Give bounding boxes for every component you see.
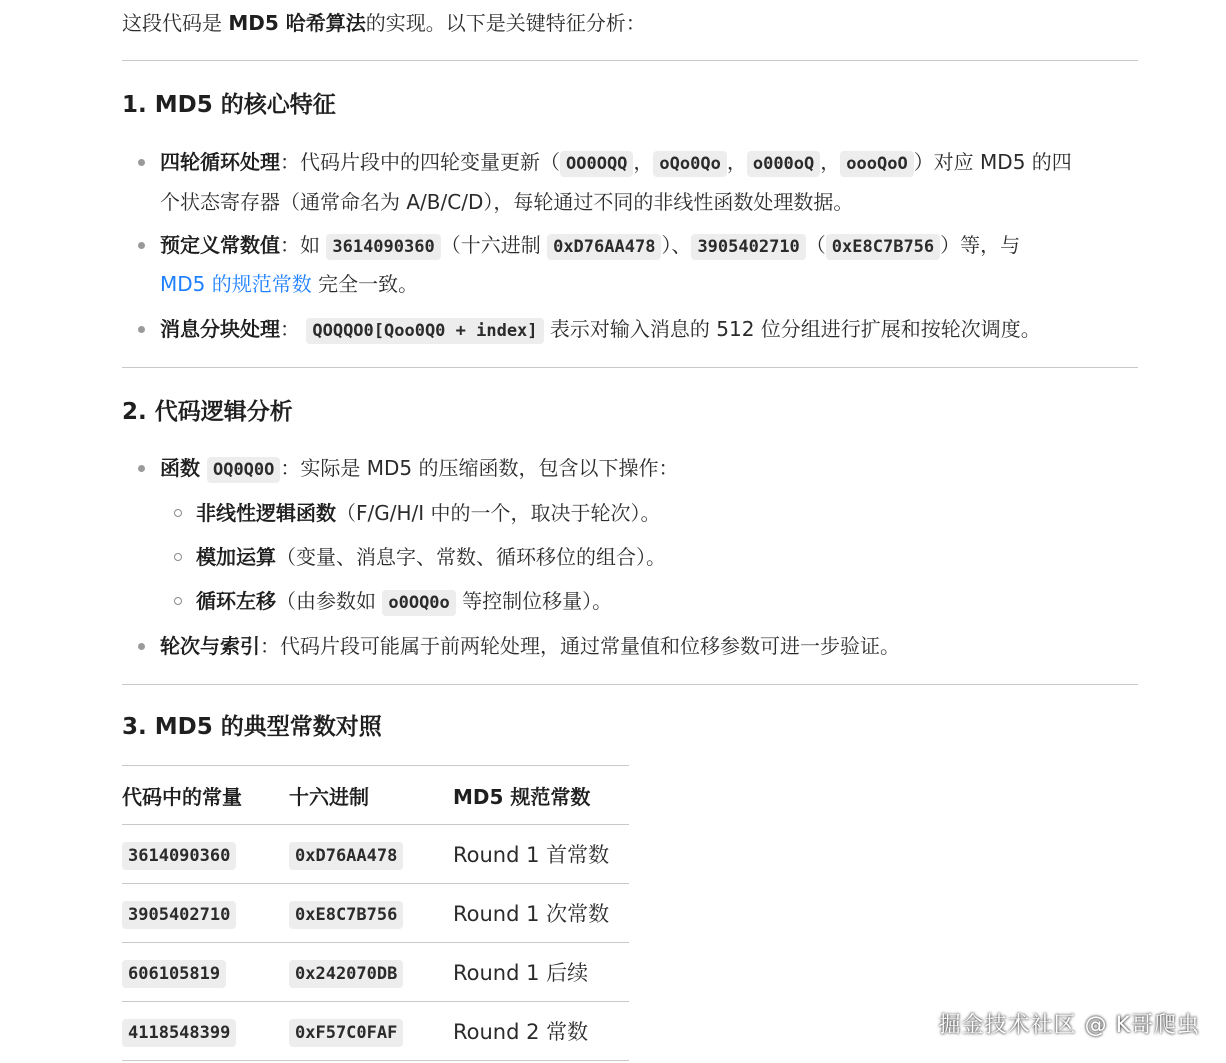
table-code-cell: 0xD76AA478 — [289, 842, 403, 870]
list-item-constants — [160, 225, 1020, 267]
table-header-row — [122, 766, 629, 825]
table-row — [122, 943, 629, 1002]
sub-bullet — [174, 597, 182, 605]
list-item-function — [160, 448, 679, 490]
item-text: 完全一致。 — [311, 272, 419, 296]
table-header-cell: 十六进制 — [289, 766, 453, 825]
table-code-cell: 0x242070DB — [289, 960, 403, 988]
list-item-constants-cont — [160, 264, 418, 304]
inline-code: 3905402710 — [691, 234, 805, 260]
item-label: 非线性逻辑函数 — [196, 501, 336, 525]
item-text: ）等，与 — [940, 233, 1021, 257]
separator: ， — [726, 150, 747, 174]
inline-code: 3614090360 — [326, 234, 440, 260]
bullet — [138, 326, 145, 333]
item-text: （ — [805, 233, 826, 257]
item-label: 预定义常数值 — [160, 233, 280, 257]
item-text: （F/G/H/I 中的一个，取决于轮次）。 — [336, 501, 661, 525]
divider — [122, 684, 1138, 685]
table-row — [122, 1002, 629, 1061]
table-code-cell: 3905402710 — [122, 901, 236, 929]
item-text: （由参数如 — [276, 589, 383, 613]
intro-prefix: 这段代码是 — [122, 11, 229, 35]
section1-heading: 1. MD5 的核心特征 — [122, 92, 336, 118]
inline-code: o000oQ — [747, 151, 820, 177]
constants-table — [122, 765, 629, 1061]
separator: ， — [820, 150, 841, 174]
item-text: ： — [280, 317, 307, 341]
sub-bullet — [174, 509, 182, 517]
watermark: 掘金技术社区 @ K哥爬虫 — [938, 1013, 1200, 1038]
item-label: 模加运算 — [196, 545, 276, 569]
sub-bullet — [174, 553, 182, 561]
table-header-cell: MD5 规范常数 — [453, 766, 629, 825]
item-text: 等控制位移量）。 — [455, 589, 613, 613]
item-text: ：代码片段中的四轮变量更新（ — [280, 150, 560, 174]
item-text: ）、 — [661, 233, 692, 257]
list-item-message-block — [160, 309, 1041, 351]
intro-paragraph — [122, 8, 646, 38]
table-code-cell: 3614090360 — [122, 842, 236, 870]
inline-code: oQo0Qo — [653, 151, 726, 177]
inline-code: OQ0Q0O — [207, 457, 280, 483]
table-code-cell: 0xF57C0FAF — [289, 1019, 403, 1047]
intro-strong: MD5 哈希算法 — [228, 11, 366, 35]
sub-item-nonlinear — [196, 493, 661, 533]
bullet — [138, 465, 145, 472]
divider — [122, 60, 1138, 61]
table-code-cell: 0xE8C7B756 — [289, 901, 403, 929]
table-code-cell: 4118548399 — [122, 1019, 236, 1047]
item-label: 循环左移 — [196, 589, 276, 613]
inline-code: 0xE8C7B756 — [826, 234, 940, 260]
intro-suffix: 的实现。以下是关键特征分析： — [365, 11, 646, 35]
table-code-cell: 606105819 — [122, 960, 226, 988]
item-text: ：代码片段可能属于前两轮处理，通过常量值和位移参数可进一步验证。 — [260, 634, 900, 658]
item-text: ）对应 MD5 的四 — [913, 150, 1072, 174]
bullet — [138, 159, 145, 166]
divider — [122, 367, 1138, 368]
list-item-four-rounds-cont — [160, 182, 853, 222]
bullet — [138, 643, 145, 650]
item-text: ：实际是 MD5 的压缩函数，包含以下操作： — [280, 456, 679, 480]
item-label: 函数 — [160, 456, 207, 480]
item-text: 表示对输入消息的 512 位分组进行扩展和按轮次调度。 — [543, 317, 1041, 341]
item-label: 消息分块处理 — [160, 317, 280, 341]
separator: ， — [633, 150, 654, 174]
table-cell: Round 1 后续 — [453, 943, 629, 1002]
table-header-cell: 代码中的常量 — [122, 766, 289, 825]
list-item-four-rounds — [160, 142, 1072, 184]
bullet — [138, 242, 145, 249]
inline-code: OO0OQQ — [560, 151, 633, 177]
list-item-rounds-index — [160, 626, 900, 666]
table-row — [122, 825, 629, 884]
item-label: 轮次与索引 — [160, 634, 260, 658]
item-text: 个状态寄存器（通常命名为 A/B/C/D），每轮通过不同的非线性函数处理数据。 — [160, 190, 854, 214]
item-label: 四轮循环处理 — [160, 150, 280, 174]
sub-item-modadd — [196, 537, 666, 577]
item-text: （十六进制 — [440, 233, 548, 257]
inline-code: o0OQ0o — [382, 590, 455, 616]
table-row — [122, 884, 629, 943]
inline-code: 0xD76AA478 — [547, 234, 661, 260]
section3-heading: 3. MD5 的典型常数对照 — [122, 714, 382, 740]
item-text: ：如 — [280, 233, 327, 257]
inline-code: QOQQO0[Qoo0Q0 + index] — [306, 318, 543, 344]
table-cell: Round 1 首常数 — [453, 825, 629, 884]
md5-spec-link[interactable]: MD5 的规范常数 — [160, 272, 312, 296]
inline-code: oooQoO — [840, 151, 913, 177]
item-text: （变量、消息字、常数、循环移位的组合）。 — [276, 545, 666, 569]
table-cell: Round 2 常数 — [453, 1002, 629, 1061]
sub-item-rotate — [196, 581, 612, 623]
section2-heading: 2. 代码逻辑分析 — [122, 399, 293, 425]
table-cell: Round 1 次常数 — [453, 884, 629, 943]
